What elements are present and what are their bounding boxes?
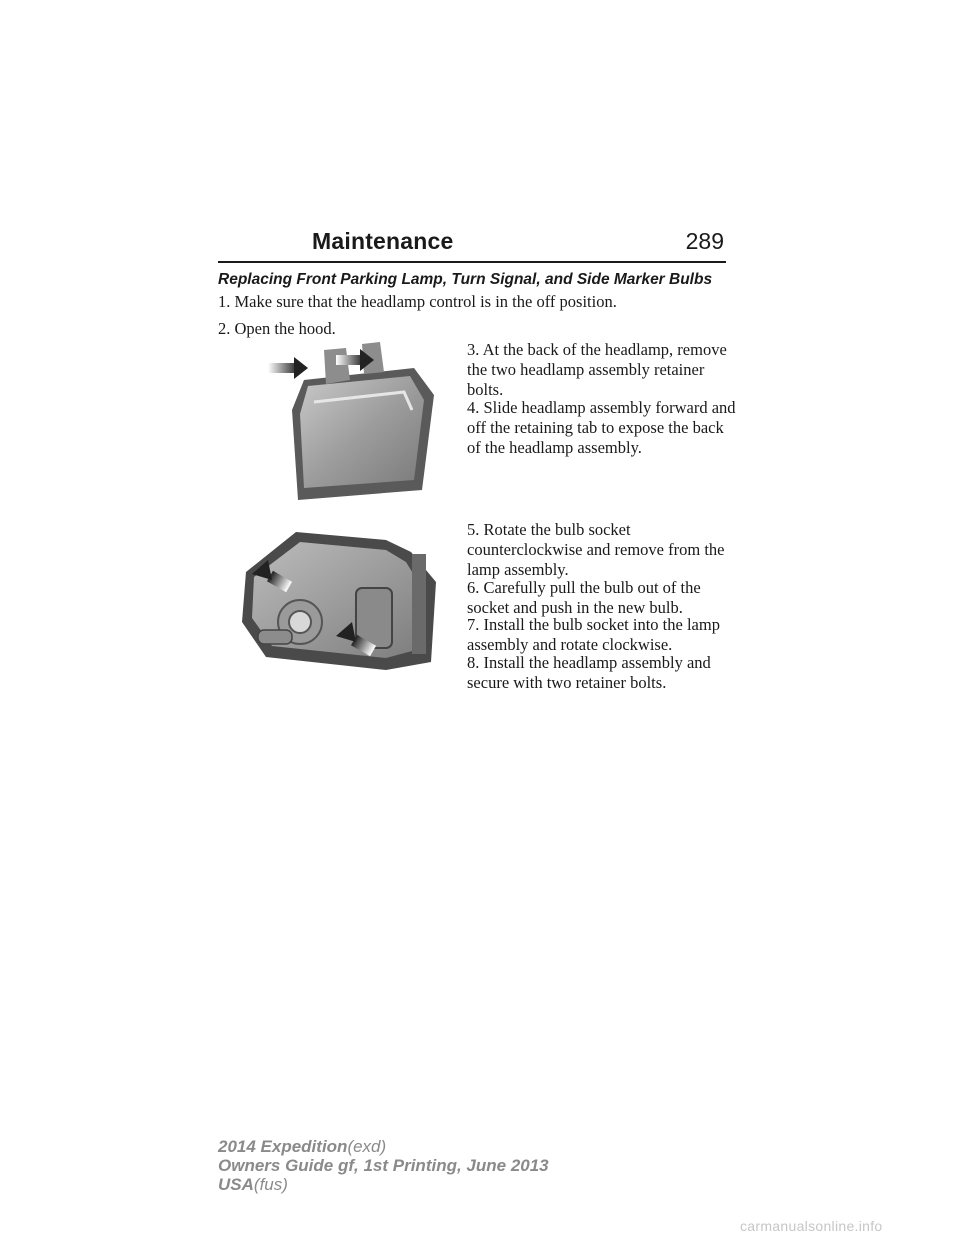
headlamp-rear-figure [236,522,446,672]
watermark: carmanualsonline.info [740,1218,883,1234]
document-footer [218,1137,549,1194]
step-1: 1. Make sure that the headlamp control is in the off position. [218,292,617,311]
footer-market-code: (fus) [253,1175,288,1194]
page-title: Maintenance [312,228,454,254]
headlamp-rear-icon [242,532,436,670]
header-rule [218,261,726,263]
step-7: 7. Install the bulb socket into the lamp assembly and rotate clockwise. [467,615,720,654]
footer-printing: Owners Guide gf, 1st Printing, June 2013 [218,1156,549,1175]
headlamp-front-figure [264,340,440,502]
page-number: 289 [685,228,724,254]
page-header [218,226,726,260]
section-title: Replacing Front Parking Lamp, Turn Signal, and Side Marker Bulbs [218,271,713,288]
footer-model-code: (exd) [347,1137,387,1156]
step-5: 5. Rotate the bulb socket counterclockwise and remove from the lamp assembly. [467,520,725,579]
step-4: 4. Slide headlamp assembly forward and off the retaining tab to expose the back of the headlamp assembly. [467,398,736,457]
arrow-icon [268,357,308,379]
step-2: 2. Open the hood. [218,319,336,338]
step-3: 3. At the back of the headlamp, remove the two headlamp assembly retainer bolts. [467,340,727,399]
step-6: 6. Carefully pull the bulb out of the socket and push in the new bulb. [467,578,701,617]
footer-market: USA [218,1175,254,1194]
footer-model: 2014 Expedition [218,1137,348,1156]
step-8: 8. Install the headlamp assembly and secure with two retainer bolts. [467,653,711,692]
